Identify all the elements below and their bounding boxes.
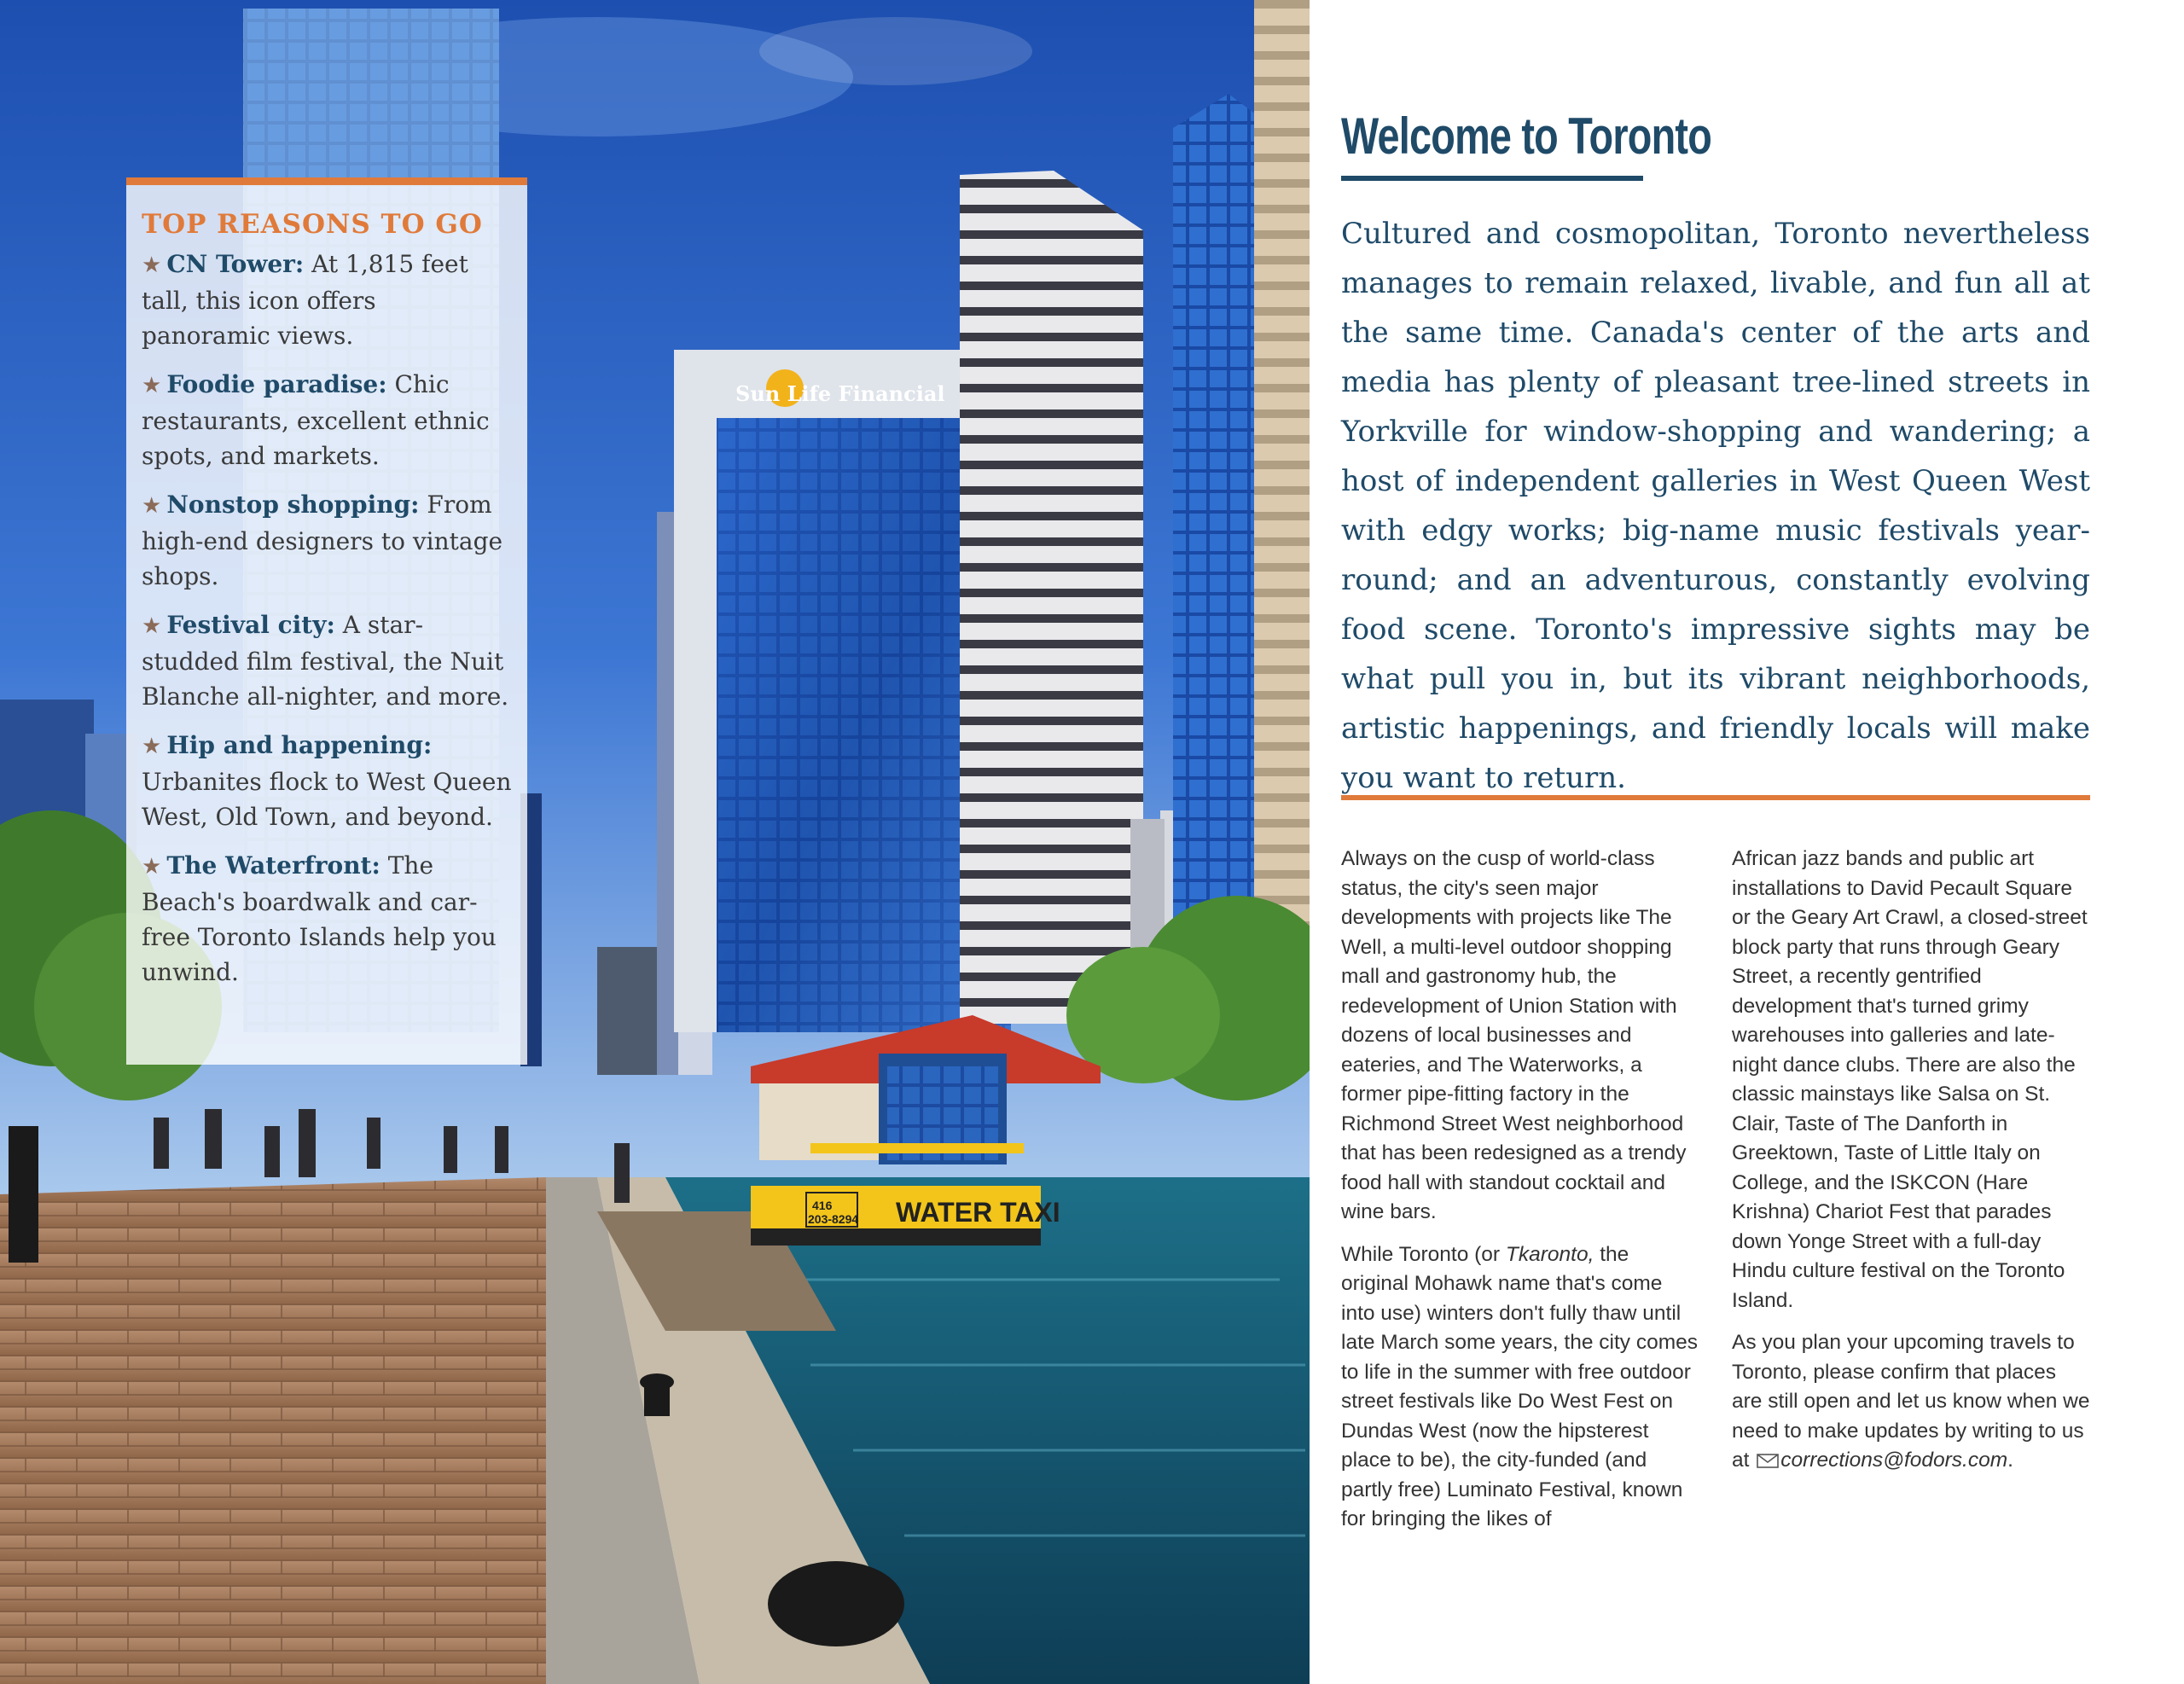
title-underline <box>1341 176 1643 181</box>
body-text-italic: Tkaronto, <box>1505 1242 1594 1266</box>
reason-title: Foodie paradise: <box>166 370 387 398</box>
reason-item <box>142 487 512 594</box>
body-columns <box>1341 845 2090 1548</box>
top-reasons-heading: TOP REASONS TO GO <box>142 209 483 240</box>
star-icon: ★ <box>142 373 162 398</box>
body-paragraph: African jazz bands and public art installations to David Pecault Square or the Geary Art Crawl, a closed-street block party that runs through Geary Street, a recently gentrified development that's turned grimy warehouses into galleries and late-night dance clubs. There are also the classic mainstays like Salsa on St. Clair, Taste of The Danforth in Greektown, Taste of Little Italy on College, and the ISKCON (Hare Krishna) Chariot Fest that parades down Yonge Street with a full-day Hindu culture festival on the Toronto Island. <box>1732 847 2088 1312</box>
body-text: . <box>2007 1449 2013 1472</box>
page-title: Welcome to Toronto <box>1341 107 1712 165</box>
reason-text: The Beach's boardwalk and car-free Toronto Islands help you unwind. <box>142 851 497 986</box>
water-taxi-label: WATER TAXI <box>896 1197 1060 1228</box>
reason-title: Festival city: <box>166 611 335 639</box>
reason-text: A star-studded film festival, the Nuit Blanche all-nighter, and more. <box>142 611 509 711</box>
corrections-email-link[interactable]: corrections@fodors.com <box>1780 1449 2008 1472</box>
top-reasons-box <box>126 177 527 1065</box>
text-page <box>1310 0 2184 1684</box>
sign-brand: Sun Life Financial <box>735 381 945 406</box>
reason-text: Urbanites flock to West Queen West, Old Town, and beyond. <box>142 768 512 831</box>
reason-item <box>142 367 512 473</box>
body-paragraph <box>1732 1328 2090 1478</box>
taxi-phone-prefix: 416 <box>812 1199 833 1212</box>
reason-item <box>142 728 512 834</box>
star-icon: ★ <box>142 253 162 278</box>
reason-text: Chic restaurants, excellent ethnic spots, and markets. <box>142 370 490 470</box>
taxi-phone: 203-8294 <box>808 1212 859 1226</box>
body-paragraph <box>1341 1240 1699 1535</box>
star-icon: ★ <box>142 493 162 519</box>
reason-title: Hip and happening: <box>166 731 433 759</box>
star-icon: ★ <box>142 854 162 880</box>
body-paragraph: Always on the cusp of world-class status, the city's seen major developments with projects like The Well, a multi-level outdoor shopping mall and gastronomy hub, the redevelopment of Union Station with dozens of local businesses and eateries, and The Waterworks, a former pipe-fitting factory in the Richmond Street West neighborhood that has been redesigned as a trendy food hall with standout cocktail and wine bars. <box>1341 847 1687 1223</box>
reason-title: The Waterfront: <box>166 851 380 880</box>
reason-item <box>142 848 512 990</box>
star-icon: ★ <box>142 734 162 759</box>
reason-item <box>142 607 512 714</box>
reason-text: At 1,815 feet tall, this icon offers panoramic views. <box>142 250 468 350</box>
blue-tower-right <box>1173 94 1263 981</box>
reason-text: From high-end designers to vintage shops. <box>142 491 503 590</box>
reason-item <box>142 247 512 353</box>
star-icon: ★ <box>142 613 162 639</box>
intro-paragraph: Cultured and cosmopolitan, Toronto nevertheless manages to remain relaxed, livable, and fun all at the same time. Canada's center of the arts and media has plenty of pleasant tree-lined streets in Yorkville for window-shopping and wandering; a host of independent galleries in West Queen West with edgy works; big-name music festivals year-round; and an adventurous, constantly evolving food scene. Toronto's impressive sights may be what pull you in, but its vibrant neighborhoods, artistic happenings, and friendly locals will make you want to return. <box>1341 217 2090 795</box>
email-icon <box>1757 1449 1779 1478</box>
section-divider <box>1341 795 2090 800</box>
column-left <box>1341 845 1699 1548</box>
body-text: While Toronto (or <box>1341 1242 1506 1266</box>
body-text: As you plan your upcoming travels to Toronto, please confirm that places are still open and let us know when we need to make updates by writing to us at <box>1732 1331 2090 1472</box>
boardwalk <box>0 1177 546 1684</box>
striped-tower <box>960 171 1143 1024</box>
body-text: the original Mohawk name that's come into use) winters don't fully thaw until late March some years, the city comes to life in the summer with free outdoor street festivals like Do West Fest on Dundas West (now the hipsterest place to be), the city-funded (and partly free) Luminato Festival, known for bringing the likes of <box>1341 1242 1699 1530</box>
reason-title: CN Tower: <box>166 250 305 278</box>
reason-title: Nonstop shopping: <box>166 491 420 519</box>
column-right <box>1732 845 2090 1548</box>
